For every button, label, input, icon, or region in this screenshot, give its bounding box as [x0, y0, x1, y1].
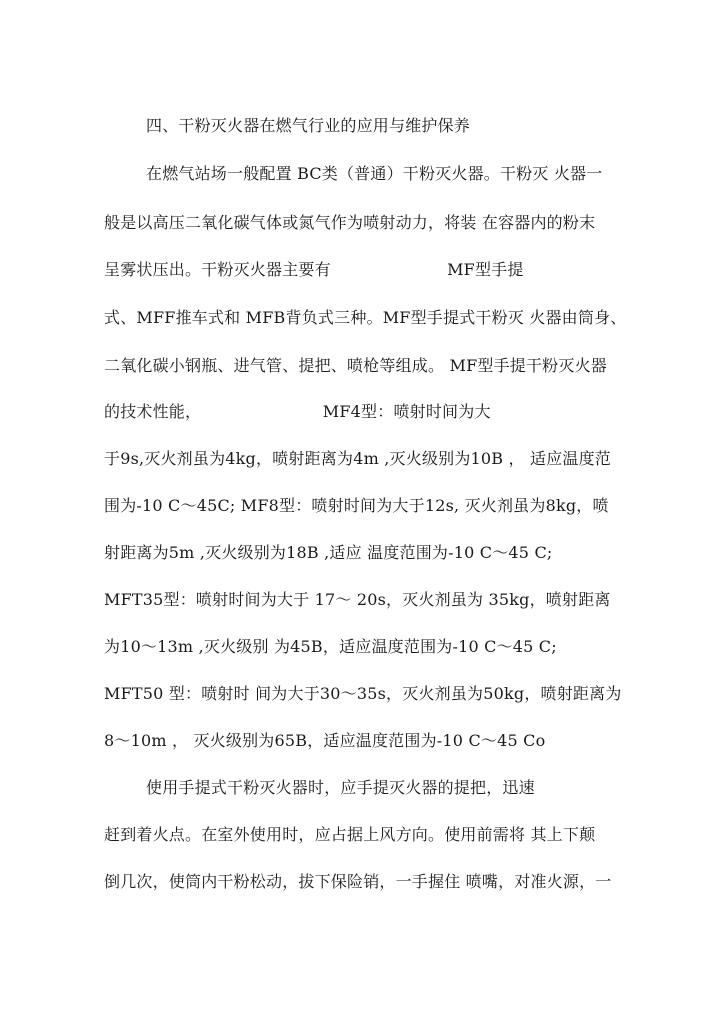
- paragraph-line: 射距离为5m ,灭火级别为18B ,适应 温度范围为-10 C〜45 C;: [104, 543, 553, 562]
- paragraph-line: 般是以高压二氧化碳气体或氮气作为喷射动力，将装 在容器内的粉末: [104, 213, 596, 232]
- section-heading: 四、干粉灭火器在燃气行业的应用与维护保养: [146, 116, 471, 135]
- paragraph-line: MFT50 型：喷射时 间为大于30〜35s，灭火剂虽为50kg，喷射距离为: [104, 684, 622, 703]
- paragraph-line: 倒几次，使筒内干粉松动，拔下保险销，一手握住 喷嘴，对准火源，一: [104, 872, 612, 891]
- paragraph-line: 为10〜13m ,灭火级别 为45B，适应温度范围为-10 C〜45 C;: [104, 637, 557, 656]
- paragraph-line: 于9s,灭火剂虽为4kg，喷射距离为4m ,灭火级别为10B ， 适应温度范: [104, 449, 612, 468]
- paragraph-line: 8〜10m ， 灭火级别为65B，适应温度范围为-10 C〜45 Co: [104, 731, 546, 750]
- paragraph-line: 式、MFF推车式和 MFB背负式三种。MF型手提式干粉灭 火器由筒身、: [104, 308, 627, 327]
- paragraph-line: 在燃气站场一般配置 BC类（普通）干粉灭火器。干粉灭 火器一: [146, 164, 603, 183]
- paragraph-line: 使用手提式干粉灭火器时，应手提灭火器的提把，迅速: [146, 778, 535, 797]
- paragraph-line: 围为-10 C〜45C; MF8型：喷射时间为大于12s, 灭火剂虽为8kg，喷: [104, 496, 609, 515]
- paragraph-line: 二氧化碳小钢瓶、进气管、提把、喷枪等组成。 MF型手提干粉灭火器: [104, 356, 607, 375]
- paragraph-line: 的技术性能， MF4型：喷射时间为大: [104, 402, 491, 421]
- paragraph-line: 呈雾状压出。干粉灭火器主要有 MF型手提: [104, 260, 524, 279]
- paragraph-line: MFT35型：喷射时间为大于 17〜 20s，灭火剂虽为 35kg，喷射距离: [104, 590, 611, 609]
- paragraph-line: 赶到着火点。在室外使用时，应占据上风方向。使用前需将 其上下颠: [104, 825, 596, 844]
